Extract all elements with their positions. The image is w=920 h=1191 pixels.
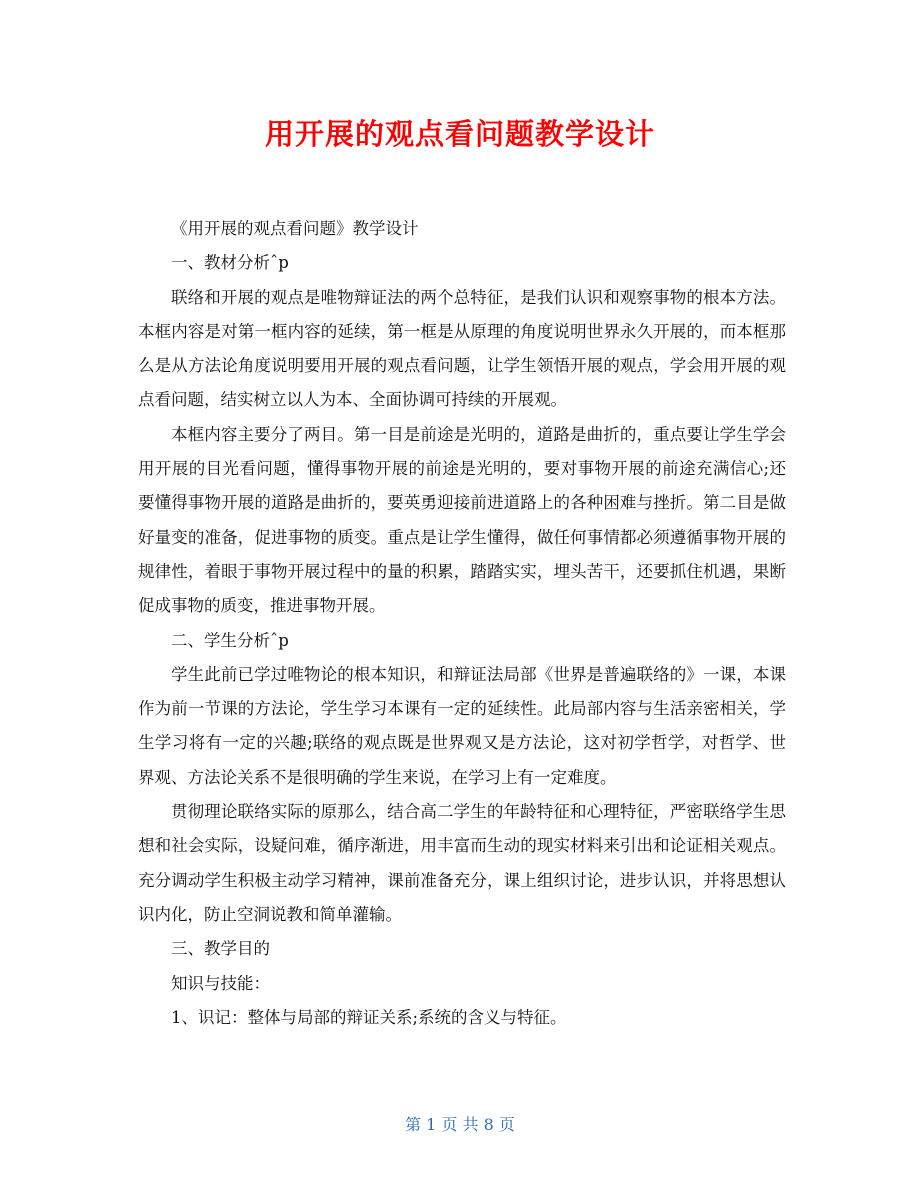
paragraph-2: 本框内容主要分了两目。第一目是前途是光明的，道路是曲折的，重点要让学生学会用开展的目光看问题，懂得事物开展的前途是光明的，要对事物开展的前途充满信心;还要懂得事物开展的道路是曲折的，要英勇迎接前进道路上的各种困难与挫折。第二目是做好量变的准备，促进事物的质变。重点是让学生懂得，做任何事情都必须遵循事物开展的规律性，着眼于事物开展过程中的量的积累，踏踏实实，埋头苦干，还要抓住机遇，果断促成事物的质变，推进事物开展。: [138, 424, 786, 616]
paragraph-3: 学生此前已学过唯物论的根本知识，和辩证法局部《世界是普遍联络的》一课，本课作为前一节课的方法论，学生学习本课有一定的延续性。此局部内容与生活亲密相关，学生学习将有一定的兴趣;联络的观点既是世界观又是方法论，这对初学哲学，对哲学、世界观、方法论关系不是很明确的学生来说，在学习上有一定难度。: [138, 664, 786, 787]
sub-heading: 知识与技能：: [171, 973, 270, 993]
doc-subtitle: 《用开展的观点看问题》教学设计: [171, 219, 419, 238]
document-body: [138, 212, 786, 1035]
list-item: 1、识记：整体与局部的辩证关系;系统的含义与特征。: [171, 1007, 567, 1027]
section-heading-2: 二、学生分析ˆp: [171, 630, 289, 650]
paragraph-4: 贯彻理论联络实际的原那么，结合高二学生的年龄特征和心理特征，严密联络学生思想和社会实际，设疑问难，循序渐进，用丰富而生动的现实材料来引出和论证相关观点。充分调动学生积极主动学习精神，课前准备充分，课上组织讨论，进步认识，并将思想认识内化，防止空洞说教和简单灌输。: [138, 802, 786, 924]
document-title: 用开展的观点看问题教学设计: [264, 117, 655, 151]
page-number: 第 1 页 共 8 页: [405, 1115, 515, 1134]
section-heading-1: 一、教材分析ˆp: [171, 253, 289, 273]
section-heading-3: 三、教学目的: [171, 939, 270, 959]
paragraph-1: 联络和开展的观点是唯物辩证法的两个总特征，是我们认识和观察事物的根本方法。本框内容是对第一框内容的延续，第一框是从原理的角度说明世界永久开展的，而本框那么是从方法论角度说明要用开展的观点看问题，让学生领悟开展的观点，学会用开展的观点看问题，结实树立以人为本、全面协调可持续的开展观。: [138, 287, 786, 410]
